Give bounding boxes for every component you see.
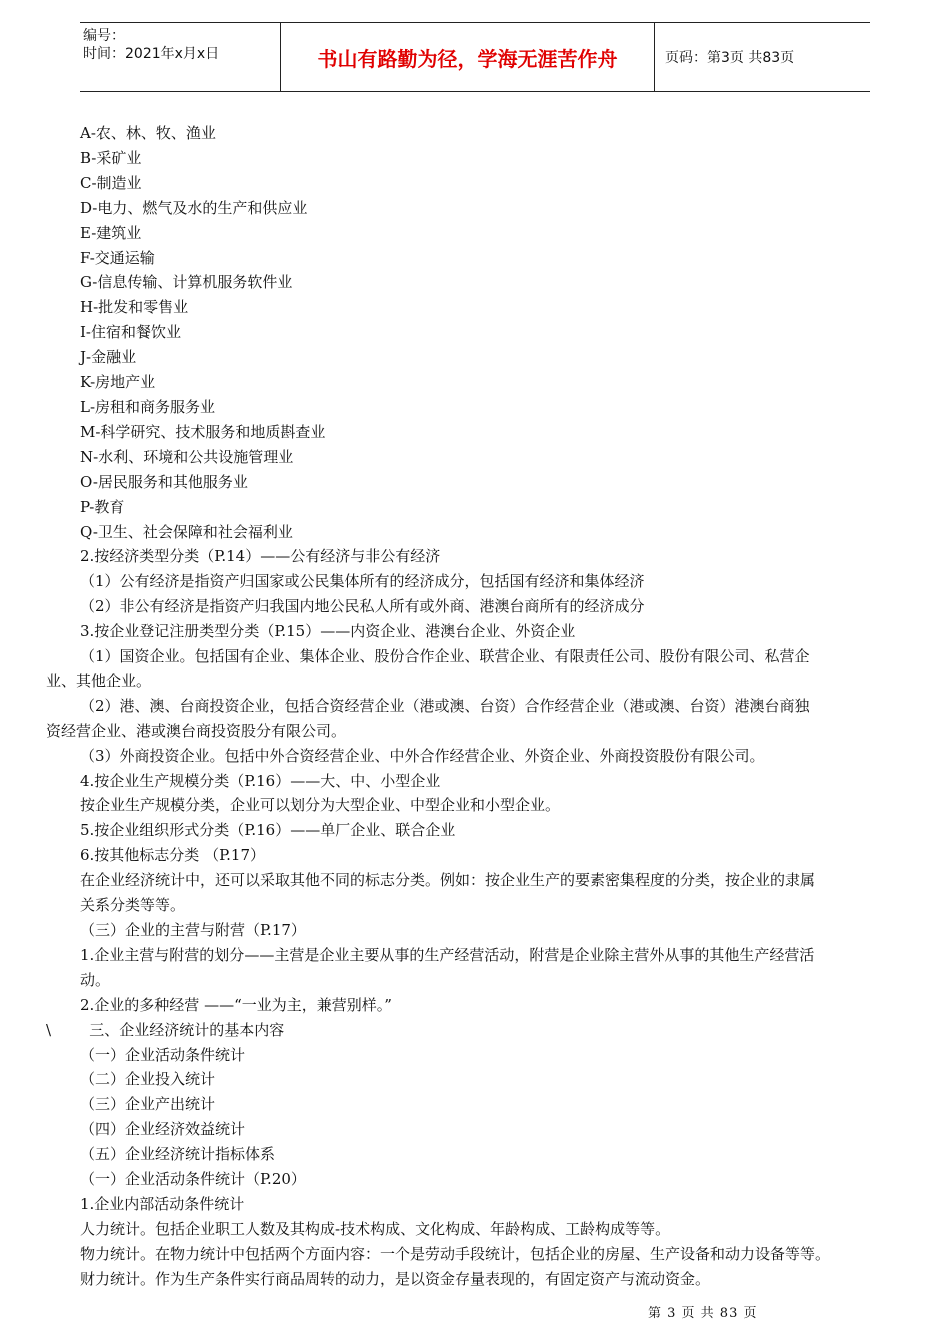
document-body (46, 121, 902, 1292)
page-header (80, 22, 870, 92)
text-line: 关系分类等等。 (80, 896, 186, 915)
text-line: P-教育 (80, 497, 125, 516)
text-line: 2.按经济类型分类（P.14）——公有经济与非公有经济 (80, 547, 441, 566)
header-page-info: 页码：第3页 共83页 (665, 50, 795, 66)
text-line: 5.按企业组织形式分类（P.16）——单厂企业、联合企业 (80, 821, 456, 840)
text-line: 6.按其他标志分类 （P.17） (80, 846, 265, 865)
text-line: 动。 (80, 970, 111, 989)
text-line: 物力统计。在物力统计中包括两个方面内容：一个是劳动手段统计，包括企业的房屋、生产设备和动力设备等等。 (80, 1244, 831, 1263)
text-line: 3.按企业登记注册类型分类（P.15）——内资企业、港澳台企业、外资企业 (80, 622, 576, 641)
text-line: F-交通运输 (80, 248, 155, 267)
document-number-label: 编号： (83, 28, 125, 44)
text-line: I-住宿和餐饮业 (80, 323, 181, 342)
header-left-cell (80, 23, 280, 91)
text-line: （二）企业投入统计 (80, 1070, 216, 1089)
text-line: 在企业经济统计中，还可以采取其他不同的标志分类。例如：按企业生产的要素密集程度的分类，按企业的隶属 (80, 871, 816, 890)
text-line: （2）非公有经济是指资产归我国内地公民私人所有或外商、港澳台商所有的经济成分 (80, 597, 645, 616)
text-line: 资经营企业、港或澳台商投资股分有限公司。 (46, 721, 347, 740)
text-line: O-居民服务和其他服务业 (80, 472, 248, 491)
text-line: （五）企业经济统计指标体系 (80, 1145, 276, 1164)
text-line: （四）企业经济效益统计 (80, 1120, 246, 1139)
text-line: D-电力、燃气及水的生产和供应业 (80, 198, 308, 217)
text-line: 1.企业主营与附营的划分——主营是企业主要从事的生产经营活动，附营是企业除主营外从事的其他生产经营活 (80, 945, 815, 964)
text-line: （1）公有经济是指资产归国家或公民集体所有的经济成分，包括国有经济和集体经济 (80, 572, 645, 591)
text-line: \ 三、企业经济统计的基本内容 (46, 1020, 285, 1039)
text-line: （1）国资企业。包括国有企业、集体企业、股份合作企业、联营企业、有限责任公司、股份有限公司、私营企 (80, 647, 810, 666)
text-line: Q-卫生、社会保障和社会福利业 (80, 522, 293, 541)
text-line: 业、其他企业。 (46, 671, 152, 690)
text-line: （三）企业产出统计 (80, 1095, 216, 1114)
text-line: （一）企业活动条件统计 (80, 1045, 246, 1064)
text-line: B-采矿业 (80, 148, 142, 167)
text-line: 财力统计。作为生产条件实行商品周转的动力，是以资金存量表现的，有固定资产与流动资金。 (80, 1269, 711, 1288)
text-line: （三）企业的主营与附营（P.17） (80, 921, 306, 939)
text-line: 按企业生产规模分类，企业可以划分为大型企业、中型企业和小型企业。 (80, 796, 561, 815)
text-line: 2.企业的多种经营 ——“一业为主，兼营别样。” (80, 995, 392, 1014)
text-line: （3）外商投资企业。包括中外合资经营企业、中外合作经营企业、外资企业、外商投资股份有限公司。 (80, 746, 765, 765)
text-line: 1.企业内部活动条件统计 (80, 1194, 245, 1213)
text-line: （一）企业活动条件统计（P.20） (80, 1170, 306, 1189)
text-line: （2）港、澳、台商投资企业，包括合资经营企业（港或澳、台资）合作经营企业（港或澳、台资）港澳台商独 (80, 696, 810, 715)
text-line: G-信息传输、计算机服务软件业 (80, 273, 293, 292)
text-line: L-房租和商务服务业 (80, 397, 216, 416)
page-footer: 第 3 页 共 83 页 (648, 1306, 758, 1321)
text-line: 4.按企业生产规模分类（P.16）——大、中、小型企业 (80, 771, 441, 790)
text-line: C-制造业 (80, 173, 142, 192)
text-line: H-批发和零售业 (80, 298, 189, 317)
text-line: A-农、林、牧、渔业 (80, 124, 216, 142)
text-line: M-科学研究、技术服务和地质斟查业 (80, 422, 326, 441)
text-line: 人力统计。包括企业职工人数及其构成-技术构成、文化构成、年龄构成、工龄构成等等。 (80, 1219, 671, 1238)
text-line: K-房地产业 (80, 373, 156, 392)
text-line: E-建筑业 (80, 223, 142, 242)
text-line: J-金融业 (80, 348, 137, 367)
header-motto: 书山有路勤为径，学海无涯苦作舟 (280, 23, 655, 91)
document-time-label: 时间：2021年x月x日 (83, 46, 220, 62)
text-line: N-水利、环境和公共设施管理业 (80, 447, 294, 466)
